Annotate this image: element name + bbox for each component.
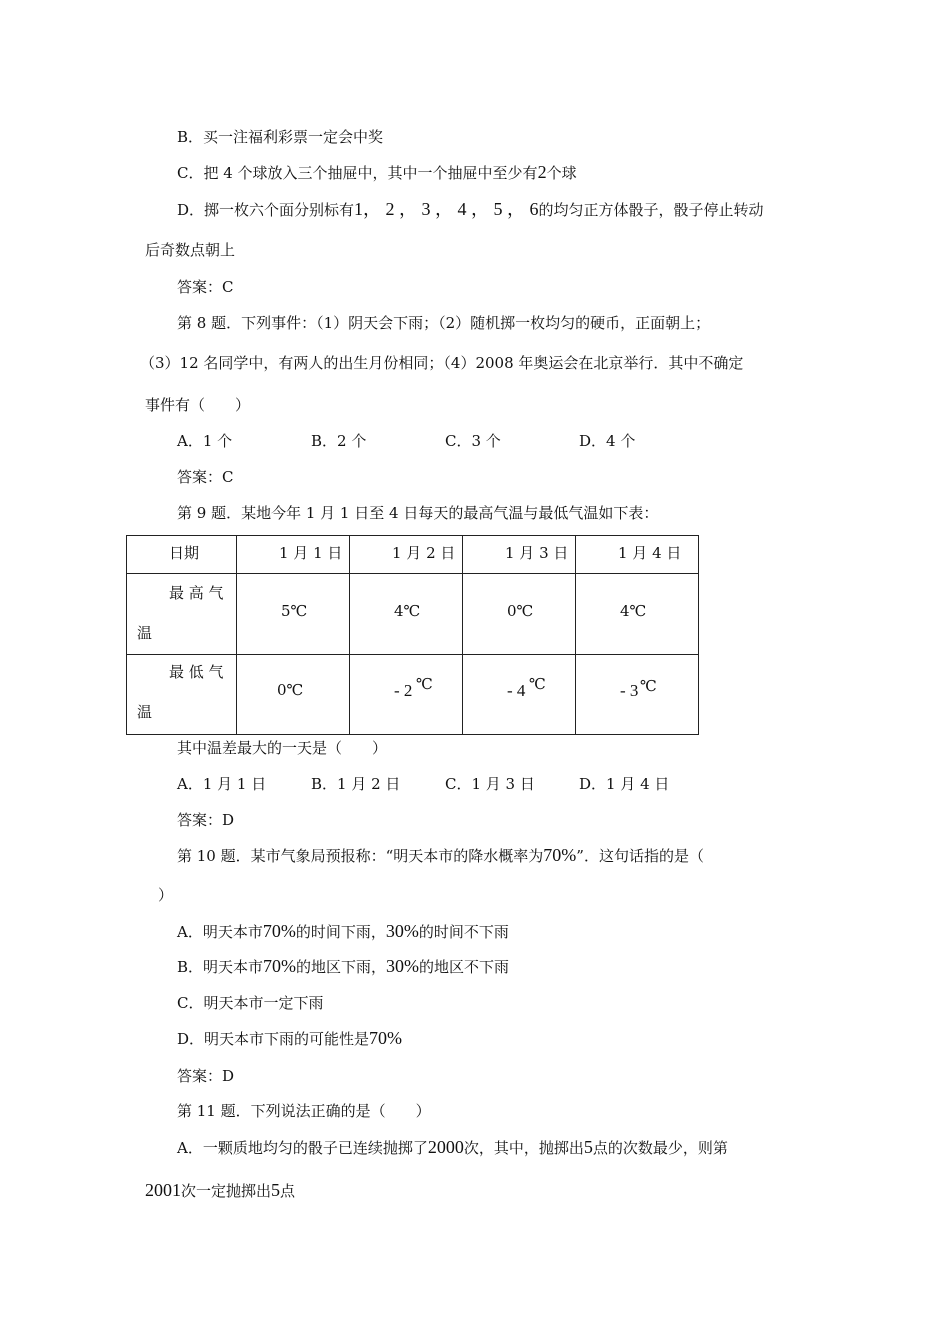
q8-stem-line3: 事件有（ ） (145, 396, 251, 414)
row-label-high: 最 高 气 温 (127, 574, 237, 655)
q9-option-a: A．1 月 1 日 (177, 775, 267, 793)
q7-option-c-end: 个球 (546, 164, 577, 182)
q8-option-a: A．1 个 (177, 432, 233, 450)
q10-stem-line1 (177, 845, 704, 866)
table-cell: 4℃ (350, 574, 463, 655)
q9-option-d: D．1 月 4 日 (579, 775, 670, 793)
q10-option-d-text: D．明天本市下雨的可能性是 (177, 1030, 370, 1048)
q7-option-c-text: C．把 4 个球放入三个抽屉中，其中一个抽屉中至少有 (177, 164, 538, 182)
table-cell: - 4 ℃ (463, 655, 576, 735)
q10-option-b-end: 的地区不下雨 (419, 958, 510, 976)
q11-option-a-cont-n2: 5 (271, 1180, 281, 1200)
q11-option-a-n1: 2000 (427, 1137, 464, 1157)
q11-option-a-cont-end: 点 (280, 1182, 296, 1200)
q8-option-b: B．2 个 (311, 432, 367, 450)
q9-option-c: C．1 月 3 日 (445, 775, 535, 793)
q10-option-c: C．明天本市一定下雨 (177, 994, 324, 1012)
q8-option-d: D．4 个 (579, 432, 636, 450)
q8-option-c: C．3 个 (445, 432, 501, 450)
header-cell: 1 月 3 日 (463, 536, 576, 574)
q10-option-d-pct70: 70% (369, 1028, 403, 1048)
row-label-low: 最 低 气 温 (127, 655, 237, 735)
q7-option-d-end: 的均匀正方体骰子，骰子停止转动 (538, 201, 764, 219)
q8-answer: 答案：C (177, 468, 234, 486)
q7-option-d (177, 199, 764, 220)
q11-option-a-text: A．一颗质地均匀的骰子已连续抛掷了 (177, 1139, 428, 1157)
table-cell: 0℃ (463, 574, 576, 655)
q11-option-a-mid: 次，其中，抛掷出 (463, 1139, 584, 1157)
q9-stem: 第 9 题．某地今年 1 月 1 日至 4 日每天的最高气温与最低气温如下表： (177, 504, 659, 522)
q10-option-d (177, 1028, 402, 1049)
table-row-low (127, 655, 699, 735)
q10-option-a-mid: 的时间下雨， (295, 923, 386, 941)
header-cell: 1 月 2 日 (350, 536, 463, 574)
q10-stem-text: 第 10 题．某市气象局预报称：“明天本市的降水概率为 (177, 847, 544, 865)
table-cell: 4℃ (576, 574, 699, 655)
table-cell: 5℃ (237, 574, 350, 655)
q10-percent-70: 70% (543, 845, 577, 865)
q10-option-b-pct30: 30% (386, 956, 420, 976)
header-cell-date: 日期 (127, 536, 237, 574)
q10-option-a (177, 921, 509, 942)
q10-option-b-text: B．明天本市 (177, 958, 264, 976)
q10-option-b (177, 956, 509, 977)
q10-answer: 答案：D (177, 1067, 235, 1085)
q11-option-a-cont-n: 2001 (145, 1180, 181, 1200)
q9-answer: 答案：D (177, 811, 235, 829)
q10-option-a-pct30: 30% (385, 921, 419, 941)
table-cell: 0℃ (237, 655, 350, 735)
q7-option-b: B．买一注福利彩票一定会中奖 (177, 128, 384, 146)
q10-option-b-mid: 的地区下雨， (296, 958, 387, 976)
q8-stem-line2: （3）12 名同学中，有两人的出生月份相同；（4）2008 年奥运会在北京举行．其中不确定 (140, 354, 744, 372)
q9-question: 其中温差最大的一天是（ ） (177, 739, 388, 757)
q11-option-a-n2: 5 (583, 1137, 593, 1157)
table-header-row (127, 536, 699, 574)
q10-stem-line2: ） (158, 886, 174, 904)
q7-option-d-continued: 后奇数点朝上 (145, 241, 236, 259)
temperature-table (126, 535, 699, 735)
q11-stem: 第 11 题．下列说法正确的是（ ） (177, 1102, 431, 1120)
q10-option-a-end: 的时间不下雨 (418, 923, 509, 941)
q10-stem-end: ”．这句话指的是（ (576, 847, 704, 865)
q11-option-a-continued (145, 1180, 295, 1201)
q11-option-a (177, 1137, 728, 1158)
q7-option-d-text: D．掷一枚六个面分别标有 (177, 201, 355, 219)
table-row-high (127, 574, 699, 655)
q11-option-a-cont-mid: 次一定抛掷出 (181, 1182, 272, 1200)
header-cell: 1 月 4 日 (576, 536, 699, 574)
q10-option-a-pct70: 70% (262, 921, 296, 941)
q7-option-c-number: 2 (537, 162, 547, 182)
table-cell: - 3 ℃ (576, 655, 699, 735)
q11-option-a-end: 点的次数最少，则第 (592, 1139, 728, 1157)
header-cell: 1 月 1 日 (237, 536, 350, 574)
q7-option-d-numbers: 1， 2 ， 3 ， 4 ， 5 ， 6 (354, 199, 539, 219)
q10-option-b-pct70: 70% (263, 956, 297, 976)
q10-option-a-text: A．明天本市 (177, 923, 263, 941)
q7-option-c (177, 162, 577, 183)
q8-stem-line1: 第 8 题．下列事件：（1）阴天会下雨；（2）随机掷一枚均匀的硬币，正面朝上； (177, 314, 711, 332)
table-cell: - 2 ℃ (350, 655, 463, 735)
q9-option-b: B．1 月 2 日 (311, 775, 401, 793)
q7-answer: 答案：C (177, 278, 234, 296)
